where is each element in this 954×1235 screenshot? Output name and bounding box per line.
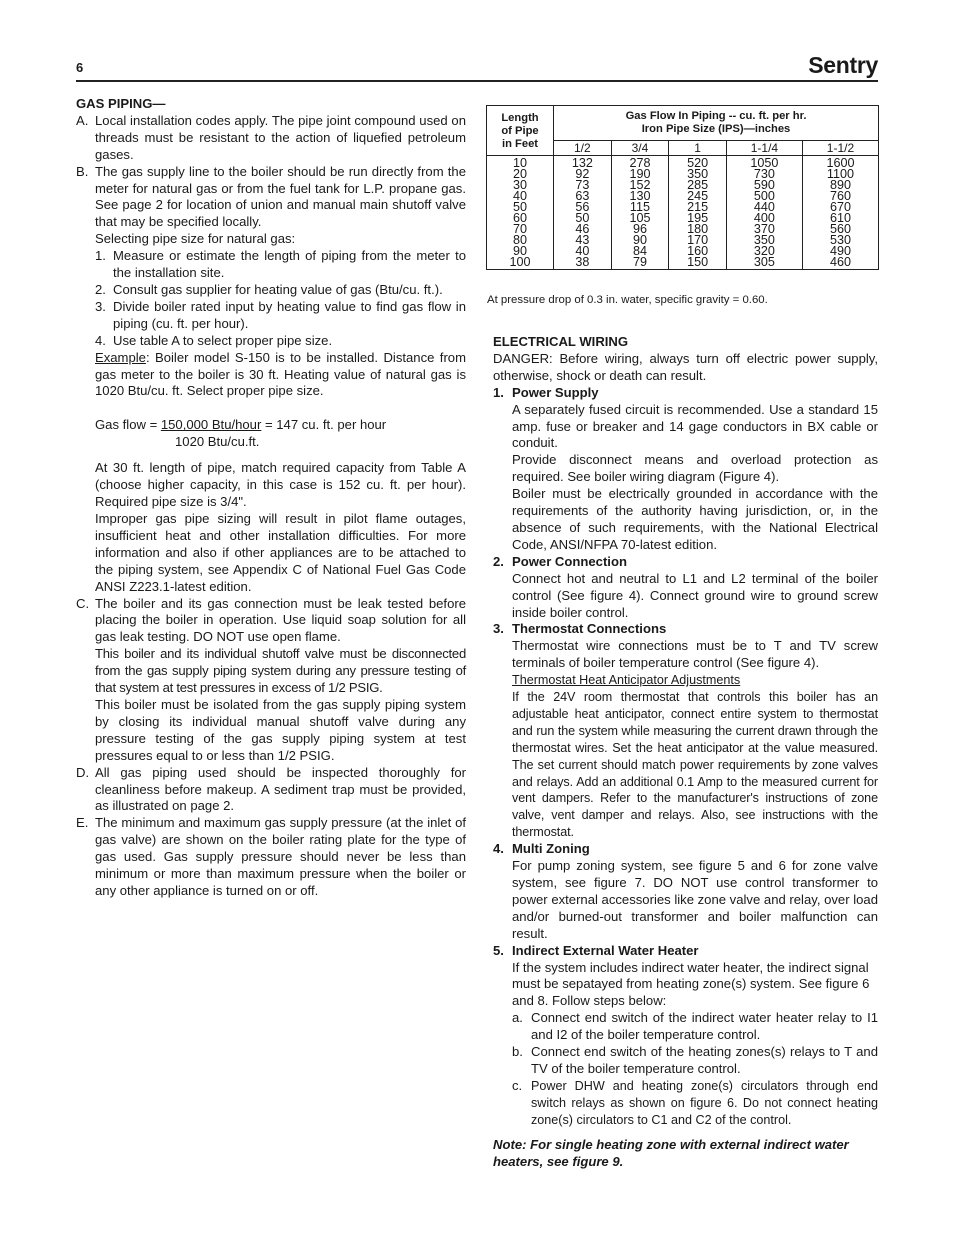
step-text: Connect end switch of the indirect water heater relay to I1 and I2 of the boiler temperature control. xyxy=(531,1010,878,1043)
item-marker: 3. xyxy=(493,621,504,637)
step-marker: 1. xyxy=(95,248,106,264)
item-title: Thermostat Connections xyxy=(512,621,667,637)
step-item xyxy=(95,333,466,350)
indirect-heater-item xyxy=(493,943,878,960)
flow-cell: 1100 xyxy=(826,167,854,181)
length-cell: 10 xyxy=(512,156,527,170)
flow-cell: 43 xyxy=(575,233,590,247)
pipe-size-cell: 1-1/4 xyxy=(726,141,802,156)
flow-cell: 730 xyxy=(753,167,775,181)
body-paragraph: Connect hot and neutral to L1 and L2 terminal of the boiler control (See figure 4). Connect ground wire to ground screw inside boiler control. xyxy=(512,570,878,620)
improper-paragraph: Improper gas pipe sizing will result in pilot flame outages, insufficient heat and other installation difficulties. For more information and also if other appliances are to be attached to the piping system, see Appendix C of National Fuel Gas Code ANSI Z223.1-latest edition. xyxy=(95,511,466,594)
step-marker: c. xyxy=(512,1077,523,1093)
calc-result: = 147 cu. ft. per hour xyxy=(261,417,387,433)
flow-cell: 305 xyxy=(753,255,775,269)
danger-text: DANGER: Before wiring, always turn off electric power supply, otherwise, shock or death can result. xyxy=(493,350,878,383)
item-marker: 4. xyxy=(493,841,504,857)
flow-cell: 40 xyxy=(575,244,590,258)
thermostat-body xyxy=(493,638,878,841)
flow-cell: 440 xyxy=(753,200,775,214)
flow-cell: 56 xyxy=(575,200,590,214)
flow-cell: 73 xyxy=(575,178,590,192)
flow-cell: 92 xyxy=(575,167,590,181)
brand-title: Sentry xyxy=(808,52,878,78)
body-paragraph: If the system includes indirect water heater, the indirect signal must be sepatayed from heating zone(s) system. See figure 6 and 8. Follow steps below: xyxy=(512,959,870,1009)
pipe-size-cell: 1/2 xyxy=(554,141,612,156)
length-cell: 100 xyxy=(509,255,531,269)
flow-cell: 170 xyxy=(687,233,709,247)
flow-cell: 105 xyxy=(629,211,651,225)
flow-cell: 90 xyxy=(632,233,647,247)
step-text: Power DHW and heating zone(s) circulators through end switch relays as shown on figure 6. Do not connect heating zone(s) circulators to C1 and C2 of the control. xyxy=(531,1078,878,1127)
item-marker: A. xyxy=(76,112,89,128)
multi-zoning-body xyxy=(493,858,878,943)
flow-cell: 195 xyxy=(687,211,709,225)
flow-cell: 500 xyxy=(753,189,775,203)
flow-cell: 115 xyxy=(629,200,650,214)
pipe-size-steps xyxy=(76,248,466,349)
item-marker: 5. xyxy=(493,942,504,958)
length-cell: 70 xyxy=(512,222,527,236)
flow-cell: 320 xyxy=(753,244,775,258)
page-number: 6 xyxy=(76,60,84,75)
flow-cell: 96 xyxy=(632,222,647,236)
example-paragraph xyxy=(76,350,466,401)
flow-cell: 245 xyxy=(687,189,709,203)
flow-cell: 490 xyxy=(829,244,851,258)
item-text: The boiler and its gas connection must be leak tested before placing the boiler in operation. Use liquid soap solution for all gas leak testing. DO NOT use open flame. xyxy=(95,595,466,645)
step-marker: 4. xyxy=(95,332,106,348)
flow-cell: 84 xyxy=(632,244,647,258)
item-title: Indirect External Water Heater xyxy=(512,942,699,958)
gas-flow-table xyxy=(486,105,879,270)
flow-column xyxy=(726,156,802,270)
disconnect-paragraph: This boiler and its individual shutoff valve must be disconnected from the gas supply piping system during any pressure testing of that system at test pressures in excess of 1/2 PSIG. xyxy=(95,646,466,696)
flow-cell: 760 xyxy=(829,189,851,203)
length-cell: 80 xyxy=(512,233,527,247)
flow-cell: 560 xyxy=(829,222,851,236)
anticipator-subheading: Thermostat Heat Anticipator Adjustments xyxy=(512,673,741,688)
item-title: Power Supply xyxy=(512,384,599,400)
indirect-step xyxy=(512,1010,878,1044)
step-item xyxy=(95,282,466,299)
flow-cell: 285 xyxy=(687,178,709,192)
power-connection-item xyxy=(493,554,878,571)
length-cell: 60 xyxy=(512,211,527,225)
header-rule xyxy=(76,80,878,82)
indirect-step xyxy=(512,1078,878,1129)
electrical-heading: ELECTRICAL WIRING xyxy=(493,334,629,349)
length-cell: 90 xyxy=(512,244,527,258)
length-header-line: Length xyxy=(501,112,539,124)
flow-cell: 132 xyxy=(571,156,593,170)
item-text: The minimum and maximum gas supply pressure (at the inlet of gas valve) are shown on the boiler rating plate for the type of gas used. Gas supply pressure should never be less than minimum or more than maximum pressure when the boiler or any other appliance is turned on or off. xyxy=(95,815,466,898)
step-marker: 2. xyxy=(95,281,106,297)
example-text: : Boiler model S-150 is to be installed. Distance from gas meter to the boiler is 30 ft. Heating value of natural gas is 1020 Btu/cu. ft. Select proper pipe size. xyxy=(95,349,466,399)
flow-column xyxy=(802,156,878,270)
calc-numerator: 150,000 Btu/hour xyxy=(160,417,262,433)
item-marker: B. xyxy=(76,163,89,179)
match-paragraph: At 30 ft. length of pipe, match required capacity from Table A (choose higher capacity, in this case is 152 cu. ft. per hour). Required pipe size is 3/4". xyxy=(95,460,466,510)
step-text: Connect end switch of the heating zones(s) relays to T and TV of the boiler temperature control. xyxy=(531,1044,878,1076)
example-label: Example xyxy=(95,349,146,365)
item-title: Multi Zoning xyxy=(512,841,590,857)
flow-cell: 670 xyxy=(829,200,851,214)
step-item xyxy=(95,248,466,282)
body-paragraph: Provide disconnect means and overload protection as required. See boiler wiring diagram (Figure 4). xyxy=(512,452,878,485)
length-cell: 40 xyxy=(512,189,527,203)
gas-item-c xyxy=(76,596,466,647)
item-text: All gas piping used should be inspected thoroughly for cleanliness before makeup. A sediment trap must be provided, as illustrated on page 2. xyxy=(95,764,466,814)
flow-header-line: Iron Pipe Size (IPS)—inches xyxy=(641,123,791,135)
body-paragraph: A separately fused circuit is recommended. Use a standard 15 amp. fuse or breaker and 14 gage conductors in BX cable or conduit. xyxy=(512,401,878,451)
length-cell: 30 xyxy=(512,178,527,192)
gas-item-e xyxy=(76,815,466,900)
flow-cell: 1600 xyxy=(826,156,855,170)
step-item xyxy=(95,299,466,333)
power-supply-body xyxy=(493,402,878,554)
flow-column xyxy=(669,156,727,270)
length-header-line: in Feet xyxy=(501,138,539,150)
flow-cell: 460 xyxy=(829,255,851,269)
item-text: Local installation codes apply. The pipe joint compound used on threads must be resistant to the action of liquefied petroleum gases. xyxy=(95,112,466,162)
table-footnote: At pressure drop of 0.3 in. water, specific gravity = 0.60. xyxy=(487,294,768,306)
item-marker: C. xyxy=(76,595,90,611)
item-marker: 2. xyxy=(493,553,504,569)
gas-item-b xyxy=(76,164,466,232)
flow-cell: 590 xyxy=(753,178,775,192)
flow-cell: 180 xyxy=(687,222,709,236)
pipe-size-cell: 1 xyxy=(669,141,727,156)
single-zone-note: Note: For single heating zone with external indirect water heaters, see figure 9. xyxy=(493,1136,849,1169)
length-header xyxy=(487,106,554,156)
flow-column xyxy=(611,156,669,270)
power-connection-body xyxy=(493,571,878,622)
pipe-size-cell: 1-1/2 xyxy=(802,141,878,156)
flow-cell: 63 xyxy=(575,189,590,203)
step-marker: 3. xyxy=(95,298,106,314)
length-cell: 50 xyxy=(512,200,527,214)
step-marker: a. xyxy=(512,1010,523,1026)
gas-flow-calculation xyxy=(76,417,466,451)
item-marker: D. xyxy=(76,764,90,780)
length-header-line: of Pipe xyxy=(501,125,539,137)
flow-cell: 370 xyxy=(753,222,775,236)
flow-header-line: Gas Flow In Piping -- cu. ft. per hr. xyxy=(625,110,807,122)
flow-column xyxy=(554,156,612,270)
step-text: Consult gas supplier for heating value of gas (Btu/cu. ft.). xyxy=(113,281,443,297)
item-text: The gas supply line to the boiler should be run directly from the meter for natural gas or from the fuel tank for L.P. propane gas. See page 2 for location of union and manual main shutoff valve that may be specified locally. xyxy=(95,163,466,230)
selecting-pipe-size: Selecting pipe size for natural gas: xyxy=(95,231,296,247)
body-paragraph: Boiler must be electrically grounded in accordance with the requirements of the authority having jurisdiction, or, in the absence of such requirements, with the National Electrical Code, ANSI/NFPA 70-latest edition. xyxy=(512,486,878,552)
gas-item-a xyxy=(76,113,466,164)
item-marker: 1. xyxy=(493,384,504,400)
body-paragraph: If the 24V room thermostat that controls this boiler has an adjustable heat anticipator, connect entire system to thermostat and run the system while measuring the current drawn through the thermostat wires. Set the heat anticipator at the value measured. The set current should match power requirements by zone valves and relays. Add an additional 0.1 Amp to the measured current for vent dampers. Refer to the manufacturer's instructions of zone valve, vent damper and relays. Also, see instructions with the thermostat. xyxy=(512,690,878,840)
flow-cell: 1050 xyxy=(750,156,779,170)
flow-cell: 350 xyxy=(687,167,709,181)
flow-cell: 350 xyxy=(753,233,775,247)
gas-piping-section xyxy=(76,96,466,900)
flow-cell: 160 xyxy=(687,244,709,258)
flow-header xyxy=(554,106,879,141)
flow-cell: 610 xyxy=(829,211,851,225)
indirect-step xyxy=(512,1044,878,1078)
step-marker: b. xyxy=(512,1044,523,1060)
flow-cell: 130 xyxy=(629,189,651,203)
flow-cell: 215 xyxy=(687,200,709,214)
step-text: Divide boiler rated input by heating value to find gas flow in piping (cu. ft. per hour). xyxy=(113,298,466,331)
length-column xyxy=(487,156,554,270)
item-title: Power Connection xyxy=(512,553,627,569)
table-data-row xyxy=(487,156,879,270)
thermostat-item xyxy=(493,621,878,638)
step-text: Use table A to select proper pipe size. xyxy=(113,332,333,348)
body-paragraph: Thermostat wire connections must be to T and TV screw terminals of boiler temperature control (See figure 4). xyxy=(512,638,878,671)
step-text: Measure or estimate the length of piping from the meter to the installation site. xyxy=(113,248,466,281)
multi-zoning-item xyxy=(493,841,878,858)
electrical-section xyxy=(493,334,878,1170)
gas-item-d xyxy=(76,765,466,816)
flow-cell: 400 xyxy=(753,211,775,225)
flow-cell: 152 xyxy=(629,178,651,192)
flow-cell: 190 xyxy=(629,167,651,181)
gas-piping-heading: GAS PIPING— xyxy=(76,96,166,111)
flow-cell: 79 xyxy=(632,255,647,269)
flow-cell: 50 xyxy=(575,211,590,225)
flow-cell: 38 xyxy=(575,255,590,269)
item-marker: E. xyxy=(76,815,89,831)
calc-prefix: Gas flow = xyxy=(95,417,161,433)
isolate-paragraph: This boiler must be isolated from the gas supply piping system by closing its individual manual shutoff valve during any pressure testing of the gas supply piping system at test pressures equal to or less than 1/2 PSIG. xyxy=(95,697,466,763)
power-supply-item xyxy=(493,385,878,402)
flow-cell: 530 xyxy=(829,233,851,247)
flow-cell: 520 xyxy=(687,156,709,170)
flow-cell: 46 xyxy=(575,222,590,236)
pipe-size-cell: 3/4 xyxy=(611,141,669,156)
length-cell: 20 xyxy=(512,167,527,181)
body-paragraph: For pump zoning system, see figure 5 and 6 for zone valve system, see figure 7. DO NOT use control transformer to power external accessories like zone valve and relay, over load and/or burned-out transformer and boiler malfunction can result. xyxy=(512,858,878,941)
flow-cell: 890 xyxy=(829,178,851,192)
calc-denominator: 1020 Btu/cu.ft. xyxy=(175,434,260,450)
flow-cell: 150 xyxy=(687,255,709,269)
flow-cell: 278 xyxy=(629,156,651,170)
indirect-heater-body xyxy=(493,960,878,1129)
